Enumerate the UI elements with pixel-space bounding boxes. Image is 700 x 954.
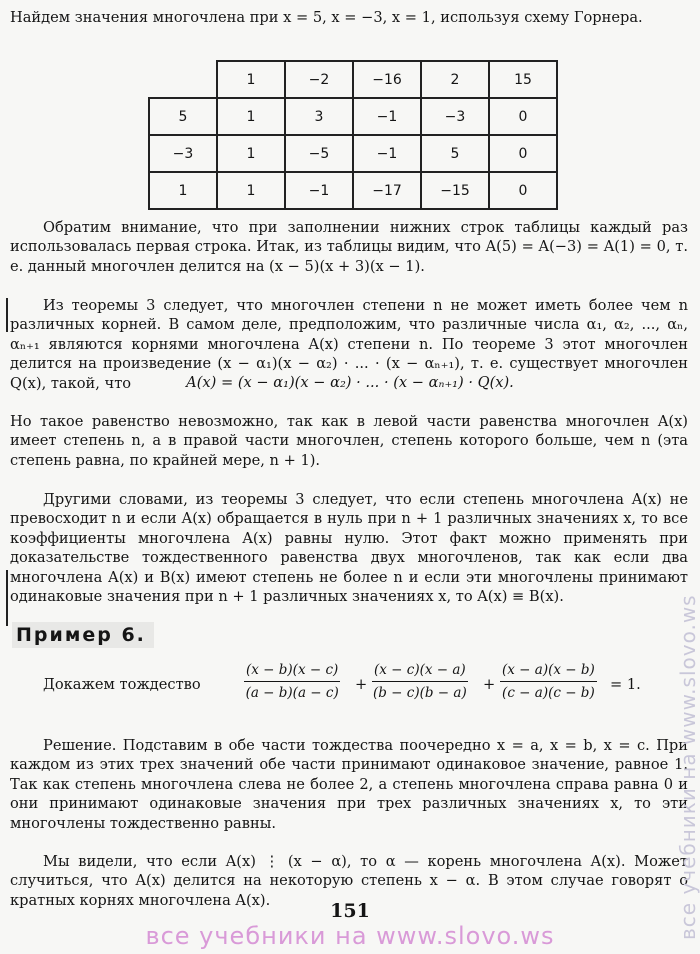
table-cell: −2 <box>285 61 353 98</box>
paragraph-contradiction: Но такое равенство невозможно, так как в левой части равенства многочлен A(x) имеет степень n, а в правой части многочлен, степень которого больше, чем n (эта степень равна, по крайней мере, n + 1). <box>10 413 688 469</box>
formula-factorization: A(x) = (x − α₁)(x − α₂) · ... · (x − αₙ₊₁) · Q(x). <box>186 374 514 391</box>
paragraph-table-note: Обратим внимание, что при заполнении нижних строк таблицы каждый раз использовалась первая строка. Итак, из таблицы видим, что A(5) = A(−3) = A(1) = 0, т. е. данный многочлен делится на (x − 5)(x + 3)(x − 1). <box>10 219 688 275</box>
table-cell: 5 <box>149 98 217 135</box>
table-cell: 0 <box>489 135 557 172</box>
identity-formula <box>0 662 700 712</box>
table-cell: 0 <box>489 172 557 209</box>
table-cell: 1 <box>149 172 217 209</box>
table-cell: 1 <box>217 98 285 135</box>
page-number: 151 <box>330 900 370 922</box>
fraction-1: $\frac{(x - b)(x - c)}{(a - b)(a - c)}$ <box>245 662 339 701</box>
table-cell <box>149 61 217 98</box>
table-row <box>149 135 557 172</box>
margin-mark <box>6 298 8 332</box>
paragraph-theorem: Из теоремы 3 следует, что многочлен степени n не может иметь более чем n различных корней. В самом деле, предположим, что различные числа α₁, α₂, ..., αₙ, αₙ₊₁ являются корнями многочлена A(x) степени n. По теореме 3 этот многочлен делится на произведение (x − α₁)(x − α₂) · ... · (x − αₙ₊₁), т. е. существует многочлен Q(x), такой, что <box>10 297 688 392</box>
table-cell: 1 <box>217 135 285 172</box>
table-cell: −1 <box>353 98 421 135</box>
table-cell: 0 <box>489 98 557 135</box>
fraction-2: $\frac{(x - c)(x - a)}{(b - c)(b - a)}$ <box>372 662 467 701</box>
table-cell: −3 <box>421 98 489 135</box>
plus-sign: + <box>483 676 496 693</box>
table-cell: 5 <box>421 135 489 172</box>
table-cell: 1 <box>217 172 285 209</box>
example-title: Пример 6. <box>12 622 154 648</box>
table-cell: 15 <box>489 61 557 98</box>
table-row <box>149 172 557 209</box>
table-cell: −15 <box>421 172 489 209</box>
paragraph-consequence: Другими словами, из теоремы 3 следует, что если степень многочлена A(x) не превосходит n и если A(x) обращается в нуль при n + 1 различных значениях x, то все коэффициенты многочлена A(x) равны нулю. Этот факт можно применять при доказательстве тождественного равенства двух многочленов, так как если два многочлена A(x) и B(x) имеют степень не более n и если эти многочлены принимают одинаковые значения при n + 1 различных значениях x, то A(x) ≡ B(x). <box>10 491 688 606</box>
watermark-bottom: все учебники на www.slovo.ws <box>145 922 555 950</box>
table-cell: −3 <box>149 135 217 172</box>
watermark-side: все учебники на www.slovo.ws <box>676 594 700 940</box>
table-cell: −17 <box>353 172 421 209</box>
paragraph-solution: Решение. Подставим в обе части тождества поочередно x = a, x = b, x = c. При каждом из этих трех значений обе части принимают одинаковое значение, равное 1. Так как степень многочлена слева не более 2, а степень многочлена справа равна 0 и они принимают одинаковые значения при трех различных значениях x, то эти многочлены тождественно равны. <box>10 737 688 832</box>
intro-paragraph: Найдем значения многочлена при x = 5, x = −3, x = 1, используя схему Горнера. <box>10 9 643 26</box>
table-cell: 3 <box>285 98 353 135</box>
table-cell: 2 <box>421 61 489 98</box>
identity-lead: Докажем тождество <box>43 676 201 693</box>
table-cell: −1 <box>353 135 421 172</box>
table-cell: 1 <box>217 61 285 98</box>
paragraph-multiple-roots: Мы видели, что если A(x) ⋮ (x − α), то α — корень многочлена A(x). Может случиться, что A(x) делится на некоторую степень x − α. В этом случае говорят о кратных корнях многочлена A(x). <box>10 853 688 909</box>
table-header-row <box>149 61 557 98</box>
table-cell: −5 <box>285 135 353 172</box>
plus-sign: + <box>355 676 368 693</box>
margin-mark <box>6 570 8 626</box>
fraction-3: $\frac{(x - a)(x - b)}{(c - a)(c - b)}$ <box>502 662 595 701</box>
identity-result: = 1. <box>610 676 641 693</box>
table-cell: −1 <box>285 172 353 209</box>
table-row <box>149 98 557 135</box>
horner-table <box>148 60 558 210</box>
table-cell: −16 <box>353 61 421 98</box>
